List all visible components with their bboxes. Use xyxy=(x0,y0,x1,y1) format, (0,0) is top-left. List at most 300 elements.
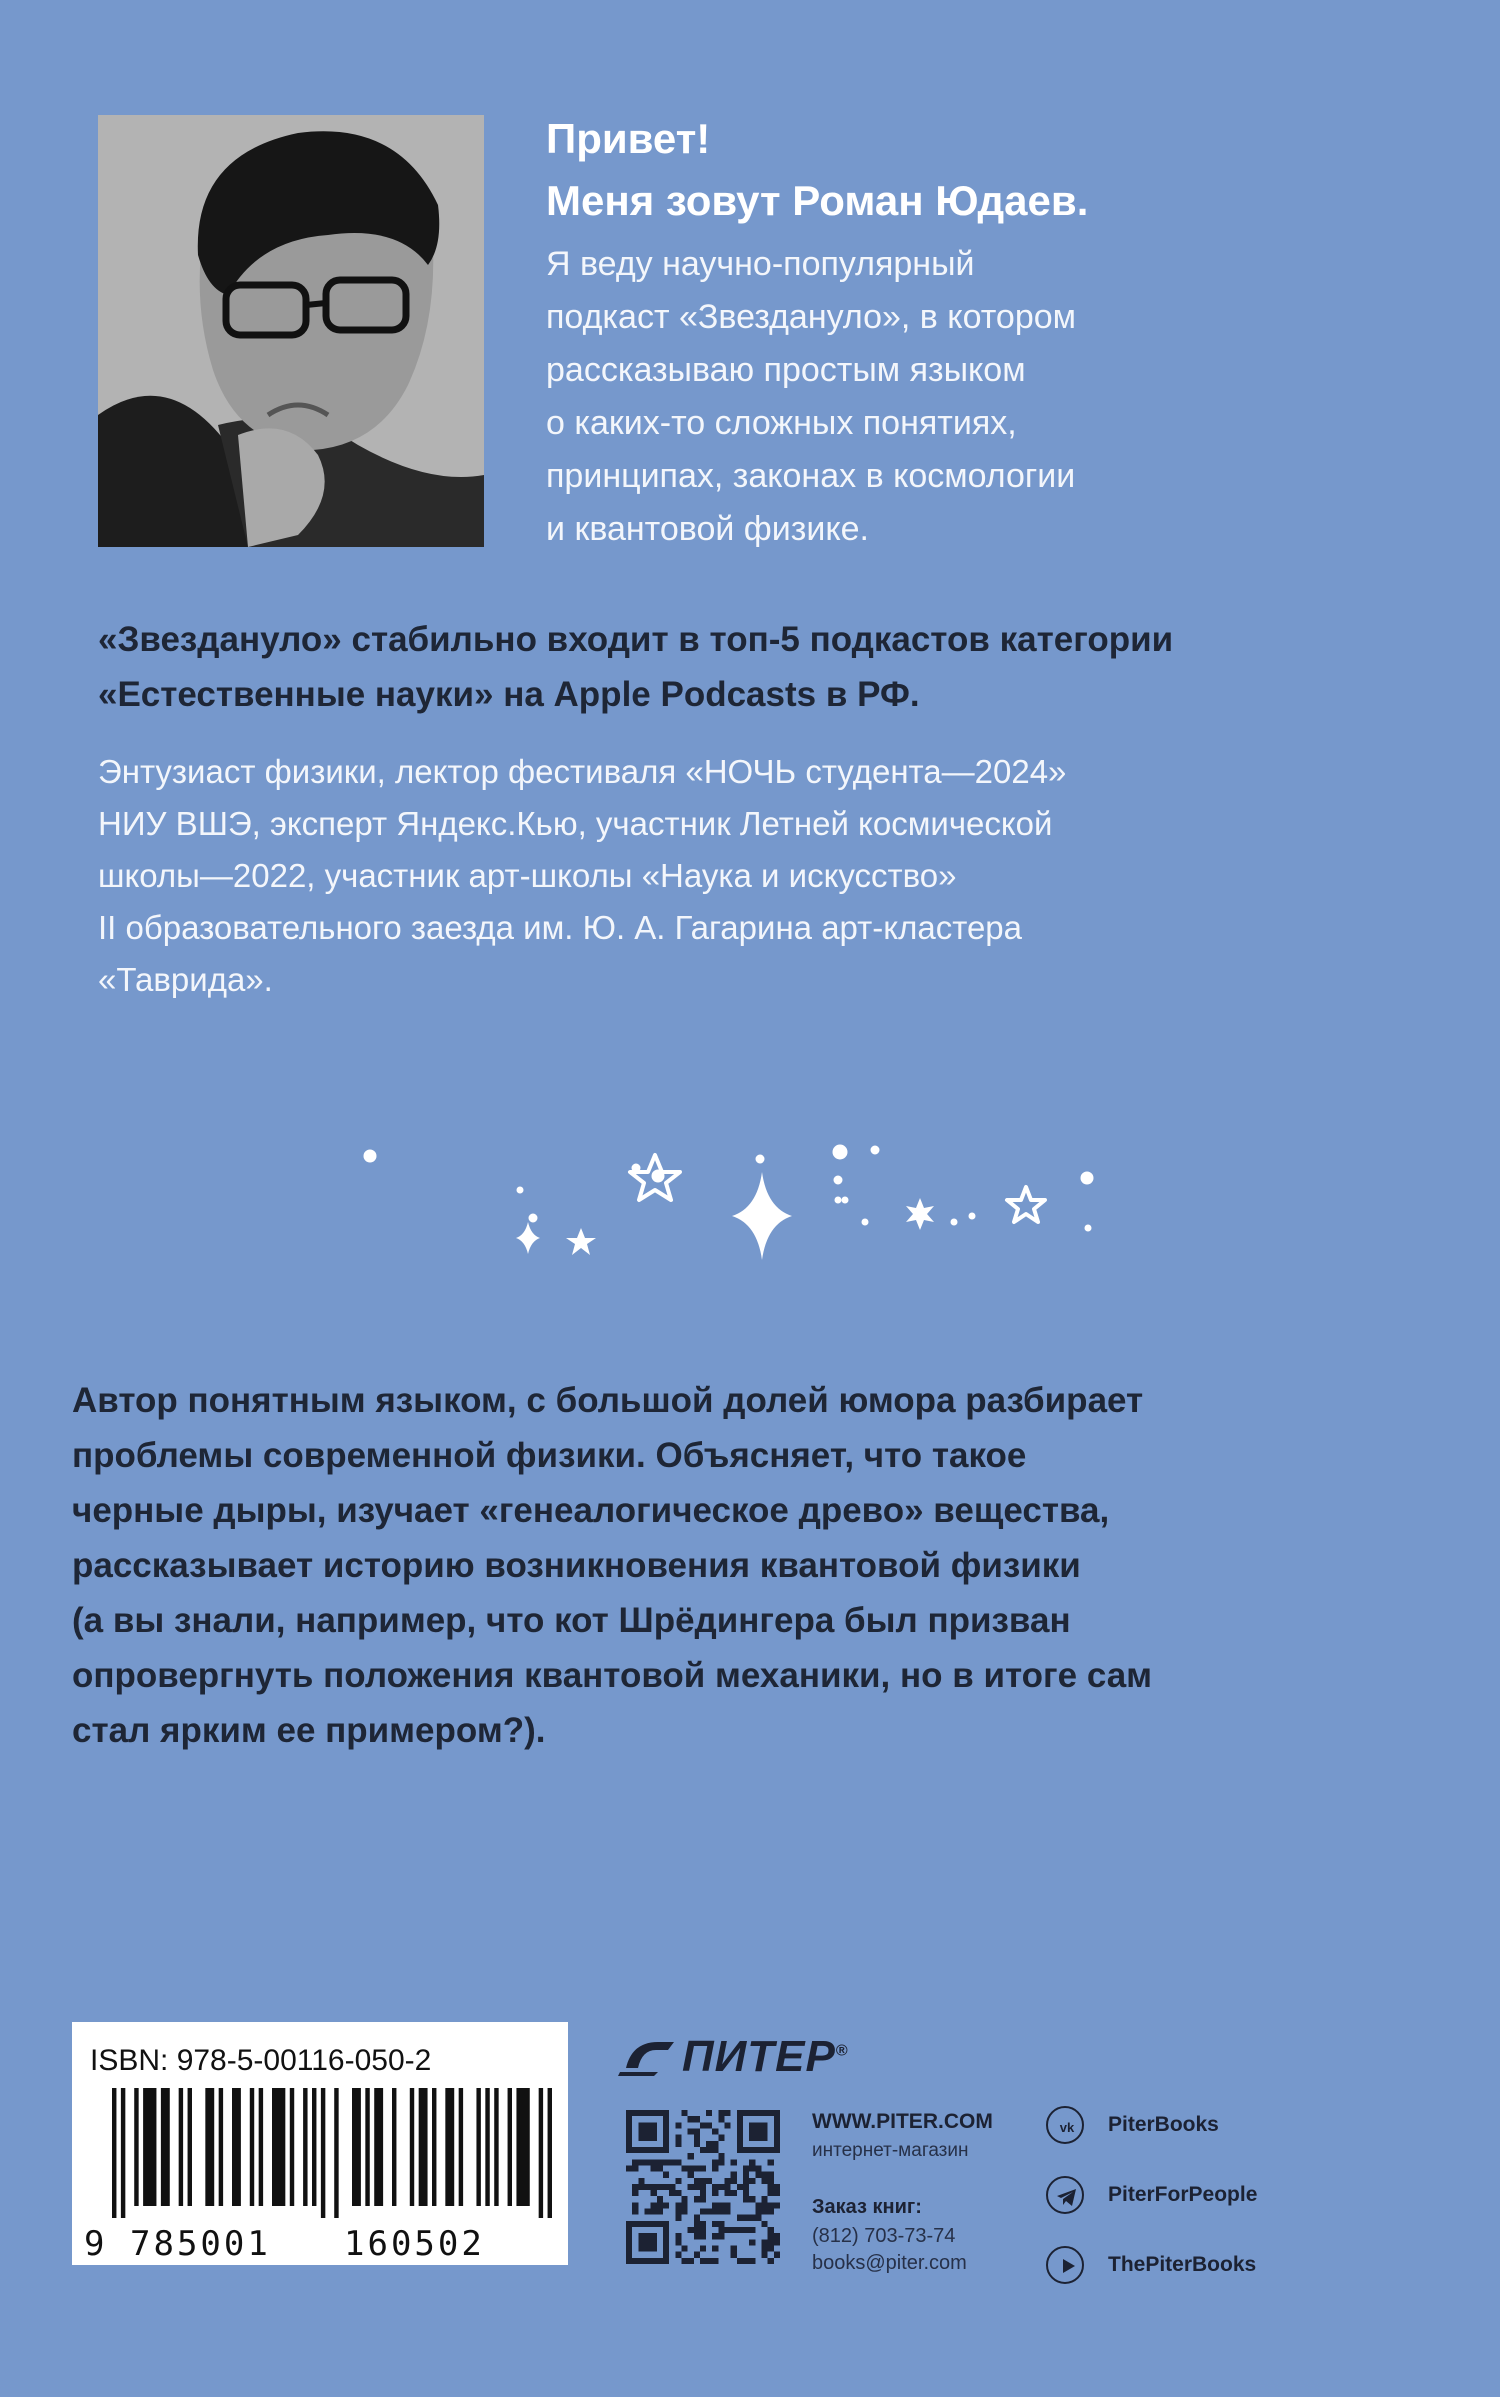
qr-module xyxy=(749,2128,755,2134)
qr-module xyxy=(774,2252,780,2258)
qr-module xyxy=(725,2178,731,2184)
qr-module xyxy=(737,2135,743,2141)
qr-module xyxy=(700,2209,706,2215)
barcode-bar xyxy=(290,2088,294,2206)
qr-module xyxy=(725,2122,731,2128)
star-dot xyxy=(835,1197,841,1203)
qr-module xyxy=(644,2184,650,2190)
qr-module xyxy=(663,2141,669,2147)
qr-module xyxy=(749,2239,755,2245)
qr-module xyxy=(644,2239,650,2245)
qr-module xyxy=(749,2196,755,2202)
qr-module xyxy=(712,2221,718,2227)
intro-line: принципах, законах в космологии xyxy=(546,457,1076,495)
qr-module xyxy=(644,2246,650,2252)
qr-module xyxy=(731,2178,737,2184)
qr-module xyxy=(712,2147,718,2153)
qr-module xyxy=(644,2221,650,2227)
qr-module xyxy=(651,2159,657,2165)
qr-module xyxy=(694,2128,700,2134)
qr-module xyxy=(626,2128,632,2134)
barcode-bar xyxy=(121,2088,125,2218)
qr-module xyxy=(688,2227,694,2233)
social-name: PiterBooks xyxy=(1108,2113,1219,2136)
qr-module xyxy=(626,2227,632,2233)
qr-module xyxy=(774,2147,780,2153)
star-dot xyxy=(517,1187,523,1193)
qr-module xyxy=(749,2147,755,2153)
qr-module xyxy=(774,2239,780,2245)
qr-module xyxy=(626,2221,632,2227)
bio-line: школы—2022, участник арт-школы «Наука и искусство» xyxy=(98,857,957,894)
qr-module xyxy=(737,2141,743,2147)
qr-module xyxy=(706,2110,712,2116)
qr-module xyxy=(626,2141,632,2147)
qr-module xyxy=(743,2165,749,2171)
qr-module xyxy=(768,2246,774,2252)
qr-code xyxy=(626,2110,780,2264)
qr-module xyxy=(712,2246,718,2252)
qr-module xyxy=(675,2141,681,2147)
intro-line: Я веду научно-популярный xyxy=(546,245,975,283)
star-dot xyxy=(862,1219,868,1225)
barcode-bar xyxy=(321,2088,325,2218)
qr-module xyxy=(626,2252,632,2258)
qr-module xyxy=(675,2135,681,2141)
qr-module xyxy=(694,2178,700,2184)
ean-first-digit: 9 xyxy=(84,2224,108,2264)
qr-module xyxy=(768,2110,774,2116)
qr-module xyxy=(626,2165,632,2171)
qr-module xyxy=(749,2165,755,2171)
qr-module xyxy=(694,2135,700,2141)
ean-left-digits: 785001 xyxy=(130,2224,271,2264)
qr-module xyxy=(743,2215,749,2221)
qr-module xyxy=(657,2258,663,2264)
barcode-bar xyxy=(539,2088,543,2218)
qr-module xyxy=(651,2190,657,2196)
bio-line: НИУ ВШЭ, эксперт Яндекс.Кью, участник Летней космической xyxy=(98,805,1053,842)
qr-module xyxy=(718,2227,724,2233)
qr-module xyxy=(762,2209,768,2215)
qr-module xyxy=(718,2233,724,2239)
qr-module xyxy=(755,2215,761,2221)
star-dot xyxy=(1085,1225,1091,1231)
qr-module xyxy=(626,2110,632,2116)
qr-module xyxy=(743,2196,749,2202)
star-dot xyxy=(756,1155,764,1163)
qr-module xyxy=(762,2110,768,2116)
qr-module xyxy=(774,2184,780,2190)
qr-module xyxy=(644,2110,650,2116)
qr-module xyxy=(718,2221,724,2227)
qr-module xyxy=(651,2147,657,2153)
qr-module xyxy=(657,2159,663,2165)
star-dot xyxy=(969,1213,975,1219)
qr-module xyxy=(743,2184,749,2190)
qr-module xyxy=(718,2202,724,2208)
qr-module xyxy=(749,2110,755,2116)
qr-module xyxy=(632,2110,638,2116)
qr-module xyxy=(632,2159,638,2165)
star-outline xyxy=(1007,1187,1045,1222)
qr-module xyxy=(774,2122,780,2128)
barcode-block xyxy=(72,2022,568,2265)
star-dot xyxy=(1081,1172,1093,1184)
qr-module xyxy=(749,2135,755,2141)
bio-line: «Таврида». xyxy=(98,961,273,998)
qr-module xyxy=(737,2122,743,2128)
order-email: books@piter.com xyxy=(812,2252,967,2274)
qr-module xyxy=(762,2239,768,2245)
description-line: опровергнуть положения квантовой механики, но в итоге сам xyxy=(72,1656,1153,1695)
qr-module xyxy=(768,2172,774,2178)
barcode-bar xyxy=(365,2088,369,2206)
qr-module xyxy=(651,2239,657,2245)
qr-module xyxy=(774,2116,780,2122)
barcode-bar xyxy=(272,2088,285,2206)
qr-module xyxy=(681,2209,687,2215)
qr-module xyxy=(749,2227,755,2233)
qr-module xyxy=(669,2190,675,2196)
shop-label: интернет-магазин xyxy=(812,2140,969,2161)
qr-module xyxy=(675,2252,681,2258)
description-line: стал ярким ее примером?). xyxy=(72,1711,546,1750)
qr-module xyxy=(638,2122,644,2128)
description-line: (а вы знали, например, что кот Шрёдингера был призван xyxy=(72,1601,1071,1640)
star-sparkle xyxy=(566,1228,596,1255)
qr-module xyxy=(718,2110,724,2116)
qr-module xyxy=(651,2246,657,2252)
qr-module xyxy=(644,2159,650,2165)
social-name: ThePiterBooks xyxy=(1108,2253,1257,2276)
qr-module xyxy=(731,2190,737,2196)
qr-module xyxy=(725,2190,731,2196)
qr-module xyxy=(706,2141,712,2147)
barcode-bar xyxy=(250,2088,254,2206)
star-sparkle xyxy=(516,1222,540,1254)
qr-module xyxy=(626,2147,632,2153)
qr-module xyxy=(700,2233,706,2239)
author-photo xyxy=(98,115,484,547)
barcode-bar xyxy=(143,2088,156,2206)
barcode-bar xyxy=(134,2088,138,2206)
highlight-line: «Естественные науки» на Apple Podcasts в РФ. xyxy=(98,675,920,714)
qr-module xyxy=(644,2258,650,2264)
qr-module xyxy=(712,2202,718,2208)
book-description xyxy=(72,1373,1462,1758)
qr-module xyxy=(663,2122,669,2128)
barcode-bars xyxy=(112,2088,552,2218)
qr-module xyxy=(768,2227,774,2233)
qr-module xyxy=(638,2135,644,2141)
qr-module xyxy=(638,2258,644,2264)
qr-module xyxy=(638,2159,644,2165)
qr-module xyxy=(768,2202,774,2208)
qr-module xyxy=(626,2116,632,2122)
qr-module xyxy=(712,2258,718,2264)
qr-module xyxy=(762,2122,768,2128)
qr-module xyxy=(712,2209,718,2215)
qr-module xyxy=(725,2184,731,2190)
qr-module xyxy=(663,2258,669,2264)
qr-module xyxy=(626,2135,632,2141)
qr-module xyxy=(731,2159,737,2165)
qr-module xyxy=(694,2116,700,2122)
qr-module xyxy=(743,2258,749,2264)
qr-module xyxy=(755,2147,761,2153)
qr-module xyxy=(725,2227,731,2233)
qr-module xyxy=(632,2190,638,2196)
qr-module xyxy=(731,2172,737,2178)
qr-module xyxy=(651,2209,657,2215)
qr-module xyxy=(700,2190,706,2196)
qr-module xyxy=(712,2184,718,2190)
qr-module xyxy=(737,2147,743,2153)
qr-module xyxy=(663,2202,669,2208)
barcode-bar xyxy=(476,2088,480,2206)
qr-module xyxy=(700,2258,706,2264)
registered-mark: ® xyxy=(835,2042,849,2060)
publisher-logo-text: ПИТЕР xyxy=(682,2032,836,2081)
qr-module xyxy=(675,2215,681,2221)
star-dot xyxy=(364,1150,376,1162)
qr-module xyxy=(675,2239,681,2245)
qr-module xyxy=(774,2233,780,2239)
qr-module xyxy=(694,2215,700,2221)
qr-module xyxy=(700,2227,706,2233)
qr-module xyxy=(657,2202,663,2208)
qr-module xyxy=(694,2165,700,2171)
qr-module xyxy=(768,2258,774,2264)
qr-module xyxy=(774,2202,780,2208)
ean-right-digits: 160502 xyxy=(344,2224,485,2264)
barcode-bar xyxy=(392,2088,396,2206)
qr-module xyxy=(651,2110,657,2116)
qr-module xyxy=(638,2147,644,2153)
barcode-bar xyxy=(219,2088,223,2206)
qr-module xyxy=(737,2215,743,2221)
qr-module xyxy=(644,2209,650,2215)
qr-module xyxy=(681,2202,687,2208)
barcode-bar xyxy=(232,2088,241,2206)
qr-module xyxy=(743,2227,749,2233)
qr-module xyxy=(743,2178,749,2184)
barcode-bar xyxy=(494,2088,498,2206)
qr-module xyxy=(743,2190,749,2196)
qr-module xyxy=(762,2196,768,2202)
qr-module xyxy=(768,2233,774,2239)
isbn-label: ISBN: 978-5-00116-050-2 xyxy=(90,2044,432,2077)
publisher-name xyxy=(682,2032,849,2082)
qr-module xyxy=(755,2172,761,2178)
qr-module xyxy=(743,2110,749,2116)
qr-module xyxy=(638,2246,644,2252)
star-dot xyxy=(871,1146,879,1154)
telegram-icon xyxy=(1046,2176,1084,2214)
qr-module xyxy=(675,2159,681,2165)
svg-text:vk: vk xyxy=(1059,2120,1075,2135)
barcode-bar xyxy=(410,2088,414,2206)
qr-module xyxy=(657,2221,663,2227)
qr-module xyxy=(762,2178,768,2184)
qr-module xyxy=(718,2153,724,2159)
qr-module xyxy=(644,2147,650,2153)
qr-module xyxy=(737,2227,743,2233)
qr-module xyxy=(755,2128,761,2134)
author-intro xyxy=(546,238,1446,556)
qr-module xyxy=(755,2165,761,2171)
barcode-bar xyxy=(459,2088,463,2206)
qr-module xyxy=(638,2128,644,2134)
qr-module xyxy=(626,2246,632,2252)
order-title: Заказ книг: xyxy=(812,2196,922,2218)
bio-line: II образовательного заезда им. Ю. А. Гагарина арт-кластера xyxy=(98,909,1022,946)
qr-module xyxy=(755,2209,761,2215)
qr-module xyxy=(700,2165,706,2171)
qr-module xyxy=(663,2147,669,2153)
qr-module xyxy=(694,2221,700,2227)
qr-module xyxy=(706,2122,712,2128)
qr-module xyxy=(749,2122,755,2128)
greeting: Привет! xyxy=(546,115,711,162)
qr-module xyxy=(681,2258,687,2264)
qr-module xyxy=(694,2252,700,2258)
qr-module xyxy=(651,2233,657,2239)
qr-module xyxy=(632,2221,638,2227)
qr-module xyxy=(663,2116,669,2122)
qr-module xyxy=(651,2122,657,2128)
highlight-line: «Звездануло» стабильно входит в топ-5 подкастов категории xyxy=(98,620,1174,659)
barcode-bar xyxy=(432,2088,436,2206)
qr-module xyxy=(762,2172,768,2178)
youtube-icon xyxy=(1046,2246,1084,2284)
qr-module xyxy=(768,2159,774,2165)
qr-module xyxy=(768,2190,774,2196)
qr-module xyxy=(774,2135,780,2141)
qr-module xyxy=(688,2165,694,2171)
qr-module xyxy=(774,2190,780,2196)
star-sparkle xyxy=(906,1198,934,1230)
qr-module xyxy=(657,2147,663,2153)
qr-module xyxy=(663,2227,669,2233)
qr-module xyxy=(712,2190,718,2196)
qr-module xyxy=(725,2110,731,2116)
qr-module xyxy=(688,2172,694,2178)
qr-module xyxy=(675,2233,681,2239)
podcast-highlight xyxy=(98,612,1458,722)
qr-module xyxy=(700,2221,706,2227)
qr-module xyxy=(762,2128,768,2134)
barcode-bar xyxy=(485,2088,489,2206)
qr-module xyxy=(651,2128,657,2134)
description-line: Автор понятным языком, с большой долей юмора разбирает xyxy=(72,1381,1144,1420)
qr-module xyxy=(675,2202,681,2208)
qr-module xyxy=(743,2147,749,2153)
qr-module xyxy=(774,2141,780,2147)
qr-module xyxy=(737,2258,743,2264)
qr-module xyxy=(700,2147,706,2153)
qr-module xyxy=(632,2209,638,2215)
barcode-bar xyxy=(508,2088,512,2206)
qr-module xyxy=(768,2209,774,2215)
qr-module xyxy=(768,2147,774,2153)
qr-module xyxy=(694,2233,700,2239)
qr-module xyxy=(644,2128,650,2134)
qr-module xyxy=(663,2184,669,2190)
qr-module xyxy=(681,2110,687,2116)
qr-module xyxy=(651,2165,657,2171)
barcode-bar xyxy=(188,2088,192,2206)
qr-module xyxy=(644,2122,650,2128)
barcode-bar xyxy=(374,2088,383,2206)
qr-module xyxy=(700,2246,706,2252)
intro-line: рассказываю простым языком xyxy=(546,351,1026,389)
qr-module xyxy=(706,2178,712,2184)
qr-module xyxy=(762,2147,768,2153)
qr-module xyxy=(688,2258,694,2264)
qr-module xyxy=(651,2184,657,2190)
qr-module xyxy=(626,2258,632,2264)
qr-module xyxy=(737,2116,743,2122)
barcode-bar xyxy=(419,2088,428,2206)
qr-module xyxy=(755,2122,761,2128)
qr-module xyxy=(663,2159,669,2165)
description-line: рассказывает историю возникновения квантовой физики xyxy=(72,1546,1081,1585)
qr-module xyxy=(638,2178,644,2184)
barcode-bar xyxy=(334,2088,338,2218)
qr-module xyxy=(749,2215,755,2221)
qr-module xyxy=(737,2110,743,2116)
qr-module xyxy=(638,2239,644,2245)
qr-module xyxy=(755,2135,761,2141)
qr-module xyxy=(688,2153,694,2159)
qr-module xyxy=(694,2227,700,2233)
qr-module xyxy=(663,2221,669,2227)
barcode-bar xyxy=(548,2088,552,2218)
qr-module xyxy=(749,2258,755,2264)
qr-module xyxy=(663,2128,669,2134)
qr-module xyxy=(657,2110,663,2116)
author-name-line: Меня зовут Роман Юдаев. xyxy=(546,177,1089,224)
qr-module xyxy=(731,2246,737,2252)
qr-module xyxy=(669,2159,675,2165)
qr-module xyxy=(725,2209,731,2215)
qr-module xyxy=(718,2209,724,2215)
barcode-bar xyxy=(161,2088,170,2206)
qr-module xyxy=(675,2178,681,2184)
qr-module xyxy=(755,2110,761,2116)
qr-module xyxy=(731,2227,737,2233)
qr-module xyxy=(731,2252,737,2258)
qr-module xyxy=(755,2202,761,2208)
qr-module xyxy=(768,2184,774,2190)
qr-module xyxy=(675,2190,681,2196)
star-dot xyxy=(842,1197,848,1203)
barcode-bar xyxy=(205,2088,214,2206)
barcode-bar xyxy=(312,2088,316,2206)
description-line: черные дыры, изучает «генеалогическое древо» вещества, xyxy=(72,1491,1110,1530)
qr-module xyxy=(688,2116,694,2122)
qr-module xyxy=(706,2147,712,2153)
qr-module xyxy=(669,2184,675,2190)
description-line: проблемы современной физики. Объясняет, что такое xyxy=(72,1436,1027,1475)
publisher-site: WWW.PITER.COM xyxy=(812,2110,993,2133)
qr-module xyxy=(762,2221,768,2227)
qr-module xyxy=(762,2135,768,2141)
star-dot xyxy=(834,1176,842,1184)
barcode-bar xyxy=(259,2088,263,2206)
